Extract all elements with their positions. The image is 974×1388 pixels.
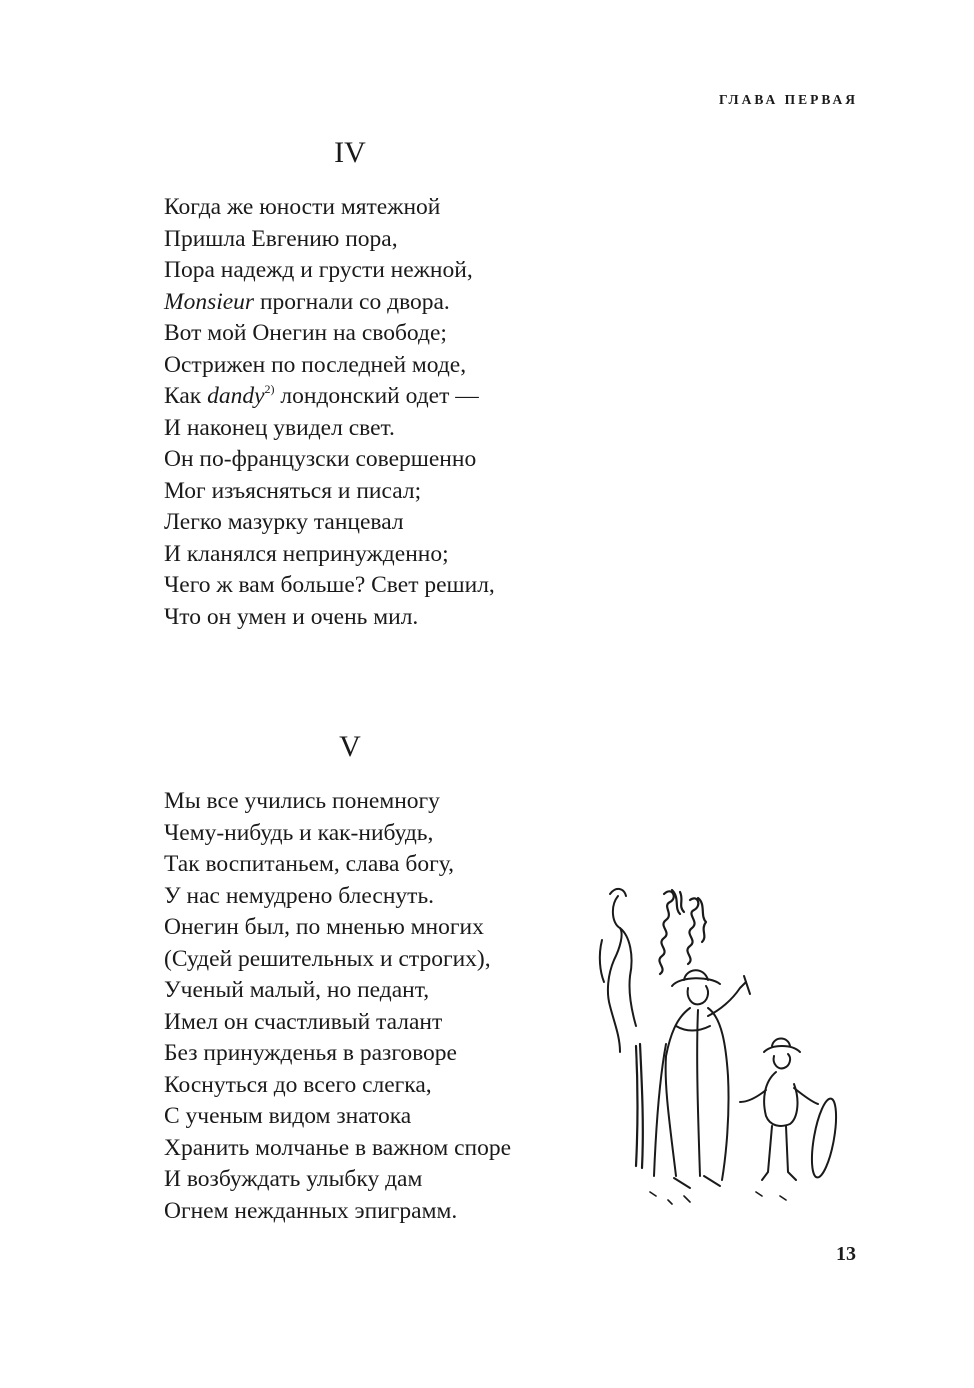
footnote-marker[interactable]: 2) — [264, 382, 275, 396]
verse-line: И возбуждать улыбку дам — [164, 1166, 423, 1192]
verse-line: Когда же юности мятежной — [164, 194, 441, 220]
tree-sketch — [636, 890, 706, 1168]
italic-word: dandy — [207, 383, 265, 409]
verse-line: У нас немудрено блеснуть. — [164, 882, 435, 909]
verse-line: Острижен по последней моде, — [164, 351, 467, 378]
stanza-text — [164, 786, 511, 1227]
stanza-number: V — [339, 730, 361, 763]
verse-line: Чего ж вам больше? Свет решил, — [164, 572, 495, 598]
verse-line-rest: прогнали со двора. — [254, 288, 450, 315]
verse-line — [164, 381, 495, 413]
verse-line: Огнем нежданных эпиграмм. — [164, 1197, 458, 1224]
stanza-number: IV — [334, 136, 366, 169]
page-number: 13 — [836, 1243, 856, 1265]
child-figure-sketch — [740, 1039, 840, 1181]
verse-line: Хранить молчанье в важном споре — [164, 1134, 512, 1161]
verse-line: Коснуться до всего слегка, — [164, 1071, 432, 1098]
pen-sketch-illustration — [580, 876, 840, 1216]
lady-figure-sketch — [654, 970, 750, 1188]
verse-line: Пришла Евгению пора, — [164, 225, 398, 252]
verse-line-lead: Как — [164, 383, 208, 409]
verse-line: С ученым видом знатока — [164, 1103, 412, 1129]
verse-line: Вот мой Онегин на свободе; — [164, 320, 447, 346]
verse-line: Чему-нибудь и как-нибудь, — [164, 819, 434, 846]
verse-line: Что он умен и очень мил. — [164, 603, 419, 630]
verse-line: Без принужденья в разговоре — [164, 1040, 457, 1066]
stanza-text — [164, 192, 495, 633]
verse-line: Мог изъясняться и писал; — [164, 477, 422, 504]
verse-line-rest: лондонский одет — — [274, 383, 479, 409]
verse-line: (Судей решительных и строгих), — [164, 945, 491, 972]
ground-sketch — [650, 1192, 786, 1204]
verse-line: Имел он счастливый талант — [164, 1008, 443, 1035]
verse-line: Пора надежд и грусти нежной, — [164, 257, 473, 283]
running-head: ГЛАВА ПЕРВАЯ — [718, 92, 858, 107]
verse-line — [164, 287, 495, 319]
verse-line: И кланялся непринужденно; — [164, 540, 449, 567]
italic-word: Monsieur — [164, 288, 255, 315]
statue-sketch — [600, 889, 636, 1052]
verse-line: Легко мазурку танцевал — [164, 509, 404, 535]
verse-line: Ученый малый, но педант, — [164, 977, 430, 1003]
verse-line: Мы все учились понемногу — [164, 788, 440, 814]
verse-line: Онегин был, по мненью многих — [164, 914, 484, 940]
verse-line: Так воспитаньем, слава богу, — [164, 851, 454, 877]
verse-line: И наконец увидел свет. — [164, 414, 395, 441]
verse-line: Он по-французски совершенно — [164, 446, 477, 472]
